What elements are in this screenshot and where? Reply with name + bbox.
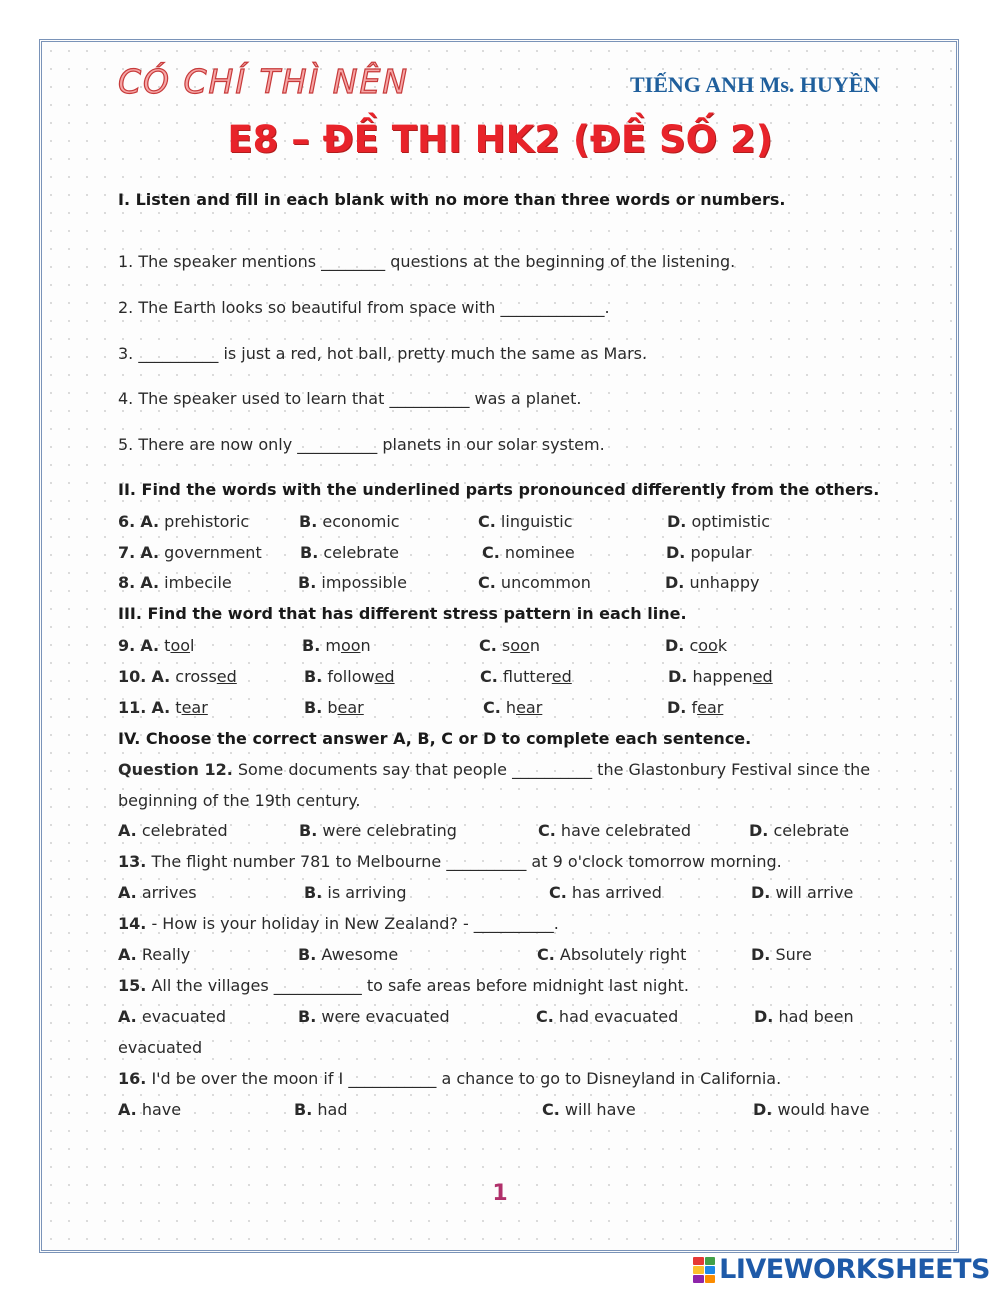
option-16b: B. had [294,1100,348,1119]
option-7d: D. popular [666,543,752,562]
option-11b: B. bear [304,698,364,717]
brand-name: LIVEWORKSHEETS [719,1254,990,1285]
option-14c: C. Absolutely right [537,945,687,964]
option-16a: A. have [118,1100,182,1119]
page-number: 1 [492,1181,508,1206]
option-13c: C. has arrived [549,883,662,902]
option-12a: A. celebrated [118,821,228,840]
question-10: 10. A. crossed [118,667,237,686]
option-9c: C. soon [479,636,540,655]
question-15: 15. All the villages ___________ to safe areas before midnight last night. [118,976,689,995]
liveworksheets-icon [693,1257,715,1283]
question-14: 14. - How is your holiday in New Zealand? - __________. [118,914,559,933]
question-13: 13. The flight number 781 to Melbourne __________ at 9 o'clock tomorrow morning. [118,852,782,871]
listen-item-4: 4. The speaker used to learn that __________ was a planet. [118,389,582,408]
option-13d: D. will arrive [751,883,854,902]
question-8: 8. A. imbecile [118,573,232,592]
page-title: E8 – ĐỀ THI HK2 (ĐỀ SỐ 2) [227,118,773,161]
option-11d: D. fear [667,698,724,717]
question-11: 11. A. tear [118,698,208,717]
section-3-heading: III. Find the word that has different stress pattern in each line. [118,604,687,623]
motto: CÓ CHÍ THÌ NÊN [118,62,410,101]
option-8b: B. impossible [298,573,407,592]
liveworksheets-logo[interactable] [693,1254,990,1285]
option-12b: B. were celebrating [299,821,457,840]
question-16: 16. I'd be over the moon if I ___________ a chance to go to Disneyland in California. [118,1069,782,1088]
option-10d: D. happened [668,667,773,686]
option-15b: B. were evacuated [298,1007,450,1026]
option-10b: B. followed [304,667,395,686]
section-4-heading: IV. Choose the correct answer A, B, C or D to complete each sentence. [118,729,752,748]
option-15d-continued: evacuated [118,1038,203,1057]
listen-item-1: 1. The speaker mentions ________ questions at the beginning of the listening. [118,252,736,271]
teacher-name: TIẾNG ANH Ms. HUYỀN [630,72,880,97]
option-15c: C. had evacuated [536,1007,679,1026]
option-14a: A. Really [118,945,191,964]
section-1-heading: I. Listen and fill in each blank with no more than three words or numbers. [118,190,786,209]
option-13b: B. is arriving [304,883,407,902]
option-14d: D. Sure [751,945,812,964]
option-15d: D. had been [754,1007,854,1026]
listen-item-3: 3. __________ is just a red, hot ball, pretty much the same as Mars. [118,344,648,363]
question-7: 7. A. government [118,543,262,562]
section-2-heading: II. Find the words with the underlined parts pronounced differently from the others. [118,480,880,499]
listen-item-5: 5. There are now only __________ planets in our solar system. [118,435,605,454]
option-7b: B. celebrate [300,543,399,562]
option-8d: D. unhappy [665,573,760,592]
option-9b: B. moon [302,636,371,655]
option-7c: C. nominee [482,543,575,562]
option-6b: B. economic [299,512,400,531]
option-8c: C. uncommon [478,573,591,592]
listen-item-2: 2. The Earth looks so beautiful from space with _____________. [118,298,610,317]
option-16c: C. will have [542,1100,636,1119]
option-6d: D. optimistic [667,512,770,531]
option-14b: B. Awesome [298,945,399,964]
option-13a: A. arrives [118,883,197,902]
option-6c: C. linguistic [478,512,573,531]
question-12: Question 12. Some documents say that people __________ the Glastonbury Festival since the [118,760,871,779]
question-6: 6. A. prehistoric [118,512,250,531]
option-15a: A. evacuated [118,1007,226,1026]
option-9d: D. cook [665,636,728,655]
option-16d: D. would have [753,1100,870,1119]
option-12d: D. celebrate [749,821,850,840]
option-12c: C. have celebrated [538,821,692,840]
option-11c: C. hear [483,698,543,717]
question-12-continued: beginning of the 19th century. [118,791,361,810]
question-9: 9. A. tool [118,636,195,655]
option-10c: C. fluttered [480,667,572,686]
